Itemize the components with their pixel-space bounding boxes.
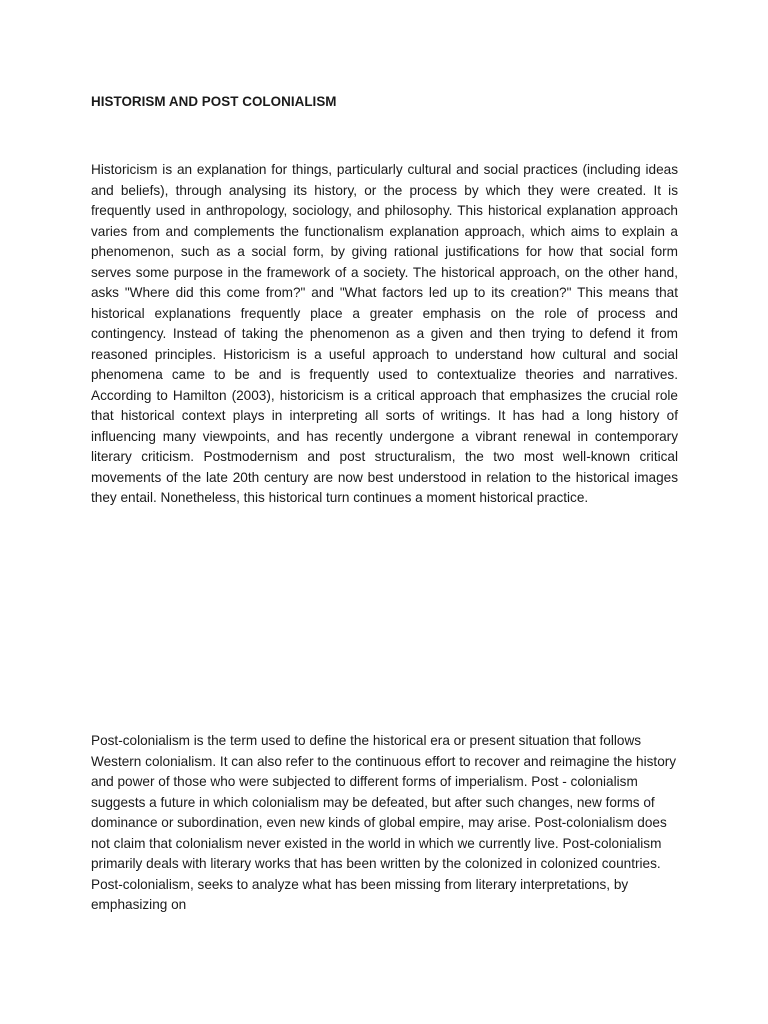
paragraph-historicism: Historicism is an explanation for things, particularly cultural and social practices (including ideas and beliefs), through analysing its history, or the process by which they were created. It is frequently used in anthropology, sociology, and philosophy. This historical explanation approach varies from and complements the functionalism explanation approach, which aims to explain a phenomenon, such as a social form, by giving rational justifications for how that social form serves some purpose in the framework of a society. The historical approach, on the other hand, asks "Where did this come from?" and "What factors led up to its creation?" This means that historical explanations frequently place a greater emphasis on the role of process and contingency. Instead of taking the phenomenon as a given and then trying to defend it from reasoned principles. Historicism is a useful approach to understand how cultural and social phenomena came to be and is frequently used to contextualize theories and narratives. According to Hamilton (2003), historicism is a critical approach that emphasizes the crucial role that historical context plays in interpreting all sorts of writings. It has had a long history of influencing many viewpoints, and has recently undergone a vibrant renewal in contemporary literary criticism. Postmodernism and post structuralism, the two most well-known critical movements of the late 20th century are now best understood in relation to the historical images they entail. Nonetheless, this historical turn continues a moment historical practice. <box>91 162 678 505</box>
document-title: HISTORISM AND POST COLONIALISM <box>91 94 337 109</box>
paragraph-post-colonialism: Post-colonialism is the term used to define the historical era or present situation that follows Western colonialism. It can also refer to the continuous effort to recover and reimagine the history and power of those who were subjected to different forms of imperialism. Post - colonialism suggests a future in which colonialism may be defeated, but after such changes, new forms of dominance or subordination, even new kinds of global empire, may arise. Post-colonialism does not claim that colonialism never existed in the world in which we currently live. Post-colonialism primarily deals with literary works that has been written by the colonized in colonized countries. Post-colonialism, seeks to analyze what has been missing from literary interpretations, by emphasizing on <box>91 733 677 912</box>
